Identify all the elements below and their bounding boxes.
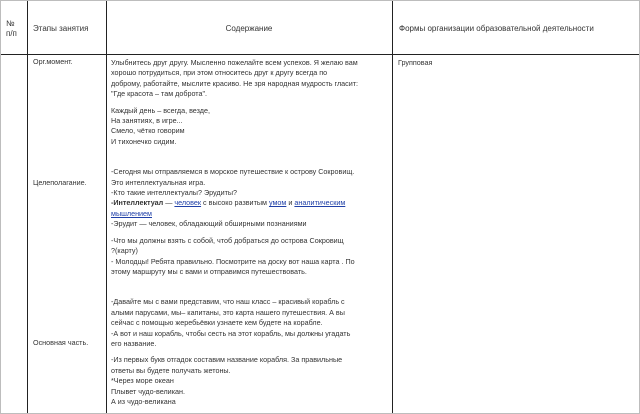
text-line: сейчас с помощью жеребьёвки узнаете кем будете на корабле. — [111, 318, 323, 328]
riddle-line: Плывет чудо-великан. — [111, 386, 185, 396]
poem-line: Смело, чётко говорим — [111, 126, 185, 136]
text-line: -Давайте мы с вами представим, что наш класс – красивый корабль с — [111, 297, 345, 307]
org-paragraph — [111, 58, 387, 100]
text-line: Улыбнитесь друг другу. Мысленно пожелайте всем успехов. Я желаю вам — [111, 58, 358, 67]
definition-line — [111, 209, 387, 219]
header-content: Содержание — [225, 24, 273, 33]
main-paragraph — [111, 297, 387, 407]
form-group: Групповая — [398, 58, 433, 67]
text-line: - Молодцы! Ребята правильно. Посмотрите на доску вот наша карта . По — [111, 256, 355, 266]
poem-line: На занятиях, в игре... — [111, 116, 183, 126]
definition-term: -Интеллектуал — [111, 198, 164, 208]
stage-main: Основная часть. — [33, 338, 89, 347]
content-cell — [111, 58, 387, 407]
poem-line: Каждый день – всегда, везде, — [111, 105, 210, 115]
header-num-line: п/п — [6, 29, 17, 38]
column-divider — [27, 1, 28, 413]
text-line: алыми парусами, мы– капитаны, это карта нашего путешествия. А вы — [111, 307, 345, 317]
definition-text: с высоко развитым — [201, 198, 269, 208]
stage-goal: Целеполагание. — [33, 178, 87, 187]
riddle-line: А из чудо-великана — [111, 396, 176, 406]
text-line: этому маршруту мы с вами и отправимся путешествовать. — [111, 266, 307, 276]
link-analytical[interactable]: аналитическим — [294, 198, 346, 208]
header-forms: Формы организации образовательной деятельности — [399, 24, 594, 33]
poem-line: И тихонечко сидим. — [111, 136, 177, 146]
text-line: -Что мы должны взять с собой, чтоб добраться до острова Сокровищ — [111, 235, 344, 245]
text-line: Это интеллектуальная игра. — [111, 177, 206, 187]
header-num — [6, 19, 24, 39]
spacer — [111, 277, 387, 297]
text-line: хорошо потрудиться, при этом относитесь друг к другу всегда по — [111, 68, 328, 78]
text-line: ответы вы будете получать жетоны. — [111, 365, 231, 375]
header-stages: Этапы занятия — [33, 24, 89, 33]
text-line: ?(карту) — [111, 246, 138, 256]
definition-text: — — [163, 198, 175, 208]
link-um[interactable]: умом — [268, 198, 287, 208]
poem — [111, 106, 387, 148]
definition-text: и — [286, 198, 295, 208]
column-divider — [392, 1, 393, 413]
take-paragraph — [111, 236, 387, 278]
header-divider — [1, 54, 639, 55]
text-line: -Из первых букв отгадок составим название корабля. За правильные — [111, 355, 343, 365]
definition-line — [111, 198, 387, 208]
text-line: -Эрудит — человек, обладающий обширными познаниями — [111, 219, 307, 229]
text-line: -А вот и наш корабль, чтобы сесть на этот корабль, мы должны угадать — [111, 328, 351, 338]
column-divider — [106, 1, 107, 413]
text-line: -Кто такие интеллектуалы? Эрудиты? — [111, 188, 238, 198]
text-line: "Где красота – там доброта". — [111, 89, 208, 99]
goal-paragraph — [111, 167, 387, 229]
stage-org: Орг.момент. — [33, 57, 73, 66]
riddle-line: *Через море океан — [111, 376, 174, 386]
link-chelovek[interactable]: человек — [174, 198, 202, 208]
text-line: -Сегодня мы отправляемся в морское путешествие к острову Сокровищ. — [111, 167, 355, 177]
link-thinking[interactable]: мышлением — [111, 208, 152, 218]
text-line: его название. — [111, 338, 157, 348]
header-num-line: № — [6, 19, 15, 28]
spacer — [111, 147, 387, 167]
text-line: доброму, работайте, мыслите красиво. Не зря народная мудрость гласит: — [111, 78, 359, 88]
